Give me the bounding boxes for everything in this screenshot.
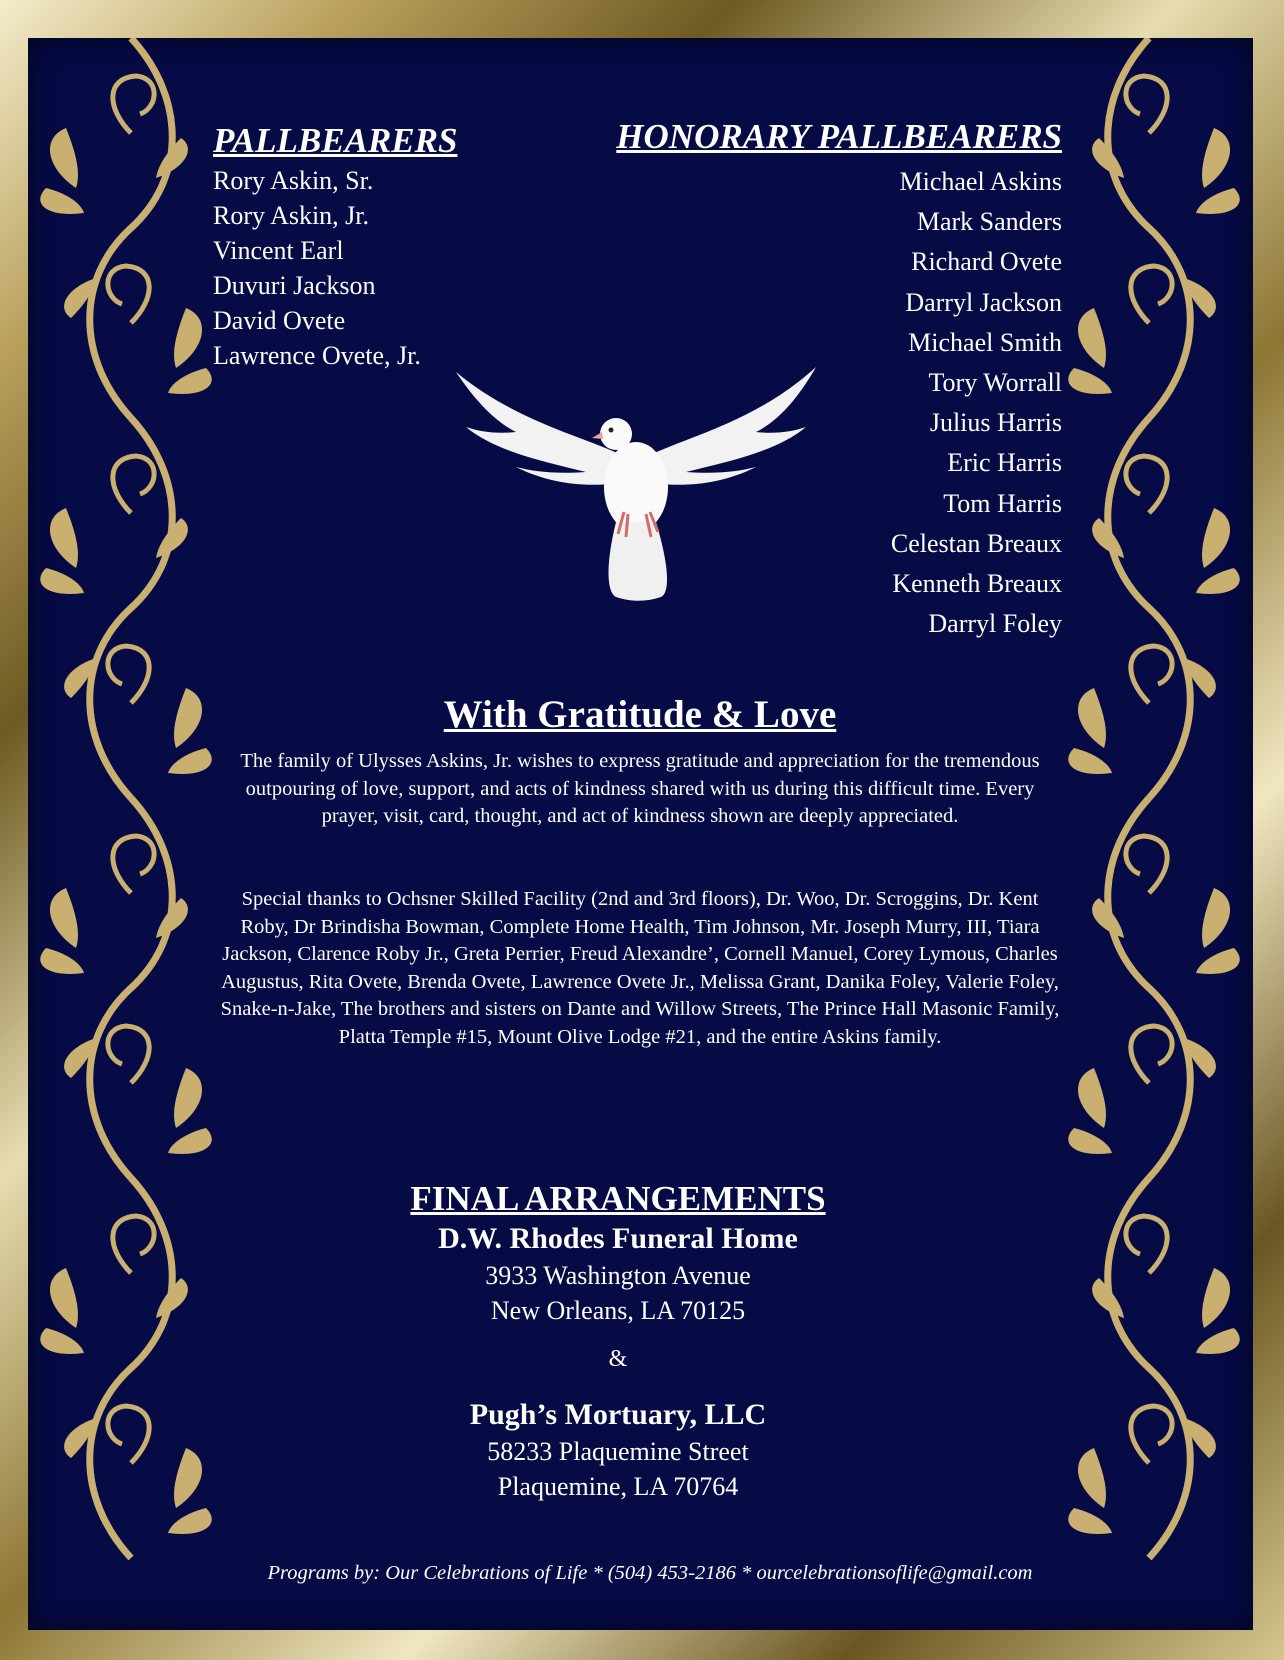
mortuary-street: 58233 Plaquemine Street (487, 1437, 749, 1466)
honorary-pallbearer-name: Tom Harris (943, 488, 1062, 518)
ampersand: & (608, 1346, 628, 1372)
pallbearers-title: PALLBEARERS (213, 121, 458, 160)
honorary-pallbearer-name: Celestan Breaux (890, 528, 1062, 558)
honorary-pallbearer-name: Darryl Jackson (905, 287, 1062, 317)
floral-vine-left-icon (36, 38, 216, 1630)
pallbearer-name: Duvuri Jackson (213, 271, 376, 300)
final-arrangements-section (318, 1178, 918, 1504)
footer-credit: Programs by: Our Celebrations of Life * (504) 453-2186 * ourcelebrationsoflife@gmail.com (267, 1562, 1033, 1584)
pallbearer-name: Vincent Earl (213, 236, 344, 265)
funeral-home-city: New Orleans, LA 70125 (490, 1296, 746, 1325)
honorary-pallbearer-name: Michael Askins (899, 167, 1062, 196)
honorary-pallbearer-name: Kenneth Breaux (892, 568, 1062, 598)
mortuary-city: Plaquemine, LA 70764 (497, 1472, 739, 1501)
pallbearer-name: Rory Askin, Sr. (213, 166, 374, 195)
honorary-pallbearer-name: Michael Smith (908, 327, 1062, 357)
honorary-pallbearer-name: Richard Ovete (911, 247, 1062, 277)
floral-vine-right-icon (1064, 38, 1244, 1630)
final-arrangements-title: FINAL ARRANGEMENTS (410, 1179, 826, 1218)
mortuary-name: Pugh’s Mortuary, LLC (469, 1398, 767, 1431)
gratitude-title: With Gratitude & Love (443, 693, 837, 736)
pallbearer-name: Lawrence Ovete, Jr. (213, 341, 421, 370)
honorary-pallbearer-name: Tory Worrall (928, 367, 1062, 397)
honorary-pallbearer-name: Darryl Foley (928, 609, 1062, 639)
funeral-home-name: D.W. Rhodes Funeral Home (438, 1222, 798, 1255)
pallbearer-name: Rory Askin, Jr. (213, 201, 370, 230)
pallbearers-list (213, 163, 421, 373)
honorary-pallbearers-title: HONORARY PALLBEARERS (616, 117, 1062, 156)
funeral-home-street: 3933 Washington Avenue (485, 1261, 751, 1290)
honorary-pallbearer-name: Mark Sanders (916, 207, 1062, 237)
pallbearer-name: David Ovete (213, 306, 346, 335)
honorary-pallbearer-name: Eric Harris (947, 448, 1062, 478)
honorary-pallbearer-name: Julius Harris (929, 408, 1062, 438)
special-thanks-paragraph: Special thanks to Ochsner Skilled Facility (2nd and 3rd floors), Dr. Woo, Dr. Scroggins, Dr. Kent Roby, Dr Brindisha Bowman, Complete Home Health, Tim Johnson, Mr. Joseph Murry, III, Tiara Jackson, Clarence Roby Jr., Greta Perrier, Freud Alexandre’, Cornell Manuel, Corey Lymous, Charles Augustus, Rita Ovete, Brenda Ovete, Lawrence Ovete Jr., Melissa Grant, Danika Foley, Valerie Foley, Snake-n-Jake, The brothers and sisters on Dante and Willow Streets, The Prince Hall Masonic Family, Platta Temple #15, Mount Olive Lodge #21, and the entire Askins family. (220, 888, 1060, 1048)
dove-icon (456, 362, 816, 602)
gratitude-paragraph: The family of Ulysses Askins, Jr. wishes to express gratitude and appreciation for the tremendous outpouring of love, support, and acts of kindness shared with us during this difficult time. Every prayer, visit, card, thought, and act of kindness shown are deeply appreciated. (240, 750, 1040, 827)
